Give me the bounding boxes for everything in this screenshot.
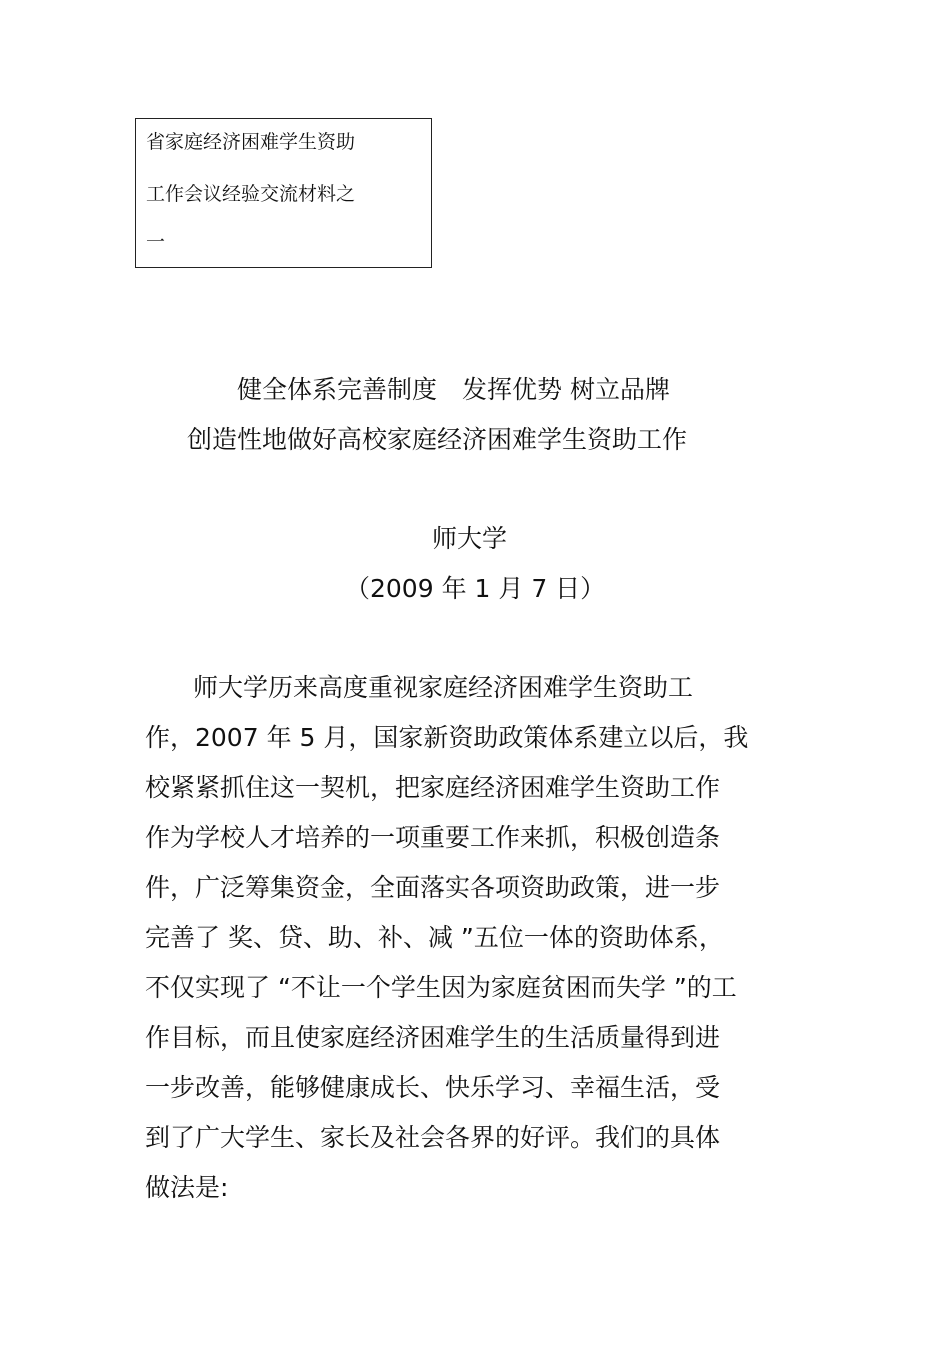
paragraph-line-3: 校紧紧抓住这一契机，把家庭经济困难学生资助工作	[145, 773, 721, 802]
paragraph-line-2: 作，2007 年 5 月，国家新资助政策体系建立以后，我	[145, 723, 749, 752]
date: （2009 年 1 月 7 日）	[345, 574, 606, 603]
header-box-line-2: 工作会议经验交流材料之	[146, 183, 356, 205]
paragraph-line-8: 作目标，而且使家庭经济困难学生的生活质量得到进	[145, 1023, 721, 1052]
author: 师大学	[432, 524, 508, 553]
header-box-line-3: 一	[146, 231, 166, 253]
paragraph-line-4: 作为学校人才培养的一项重要工作来抓，积极创造条	[145, 823, 721, 852]
paragraph-line-5: 件，广泛筹集资金，全面落实各项资助政策，进一步	[145, 873, 721, 902]
header-box-line-1: 省家庭经济困难学生资助	[146, 131, 356, 153]
paragraph-line-1: 师大学历来高度重视家庭经济困难学生资助工	[193, 673, 694, 702]
paragraph-line-7: 不仅实现了 “不让一个学生因为家庭贫困而失学 ”的工	[145, 973, 737, 1002]
title-line-1: 健全体系完善制度 发挥优势 树立品牌	[237, 375, 670, 404]
header-box	[135, 118, 432, 268]
title-line-2: 创造性地做好高校家庭经济困难学生资助工作	[187, 425, 688, 454]
paragraph-line-6: 完善了 奖、贷、助、补、减 ”五位一体的资助体系，	[145, 923, 724, 952]
paragraph-line-9: 一步改善，能够健康成长、快乐学习、幸福生活，受	[145, 1073, 721, 1102]
paragraph-line-10: 到了广大学生、家长及社会各界的好评。我们的具体	[145, 1123, 721, 1152]
paragraph-line-11: 做法是:	[145, 1173, 229, 1202]
